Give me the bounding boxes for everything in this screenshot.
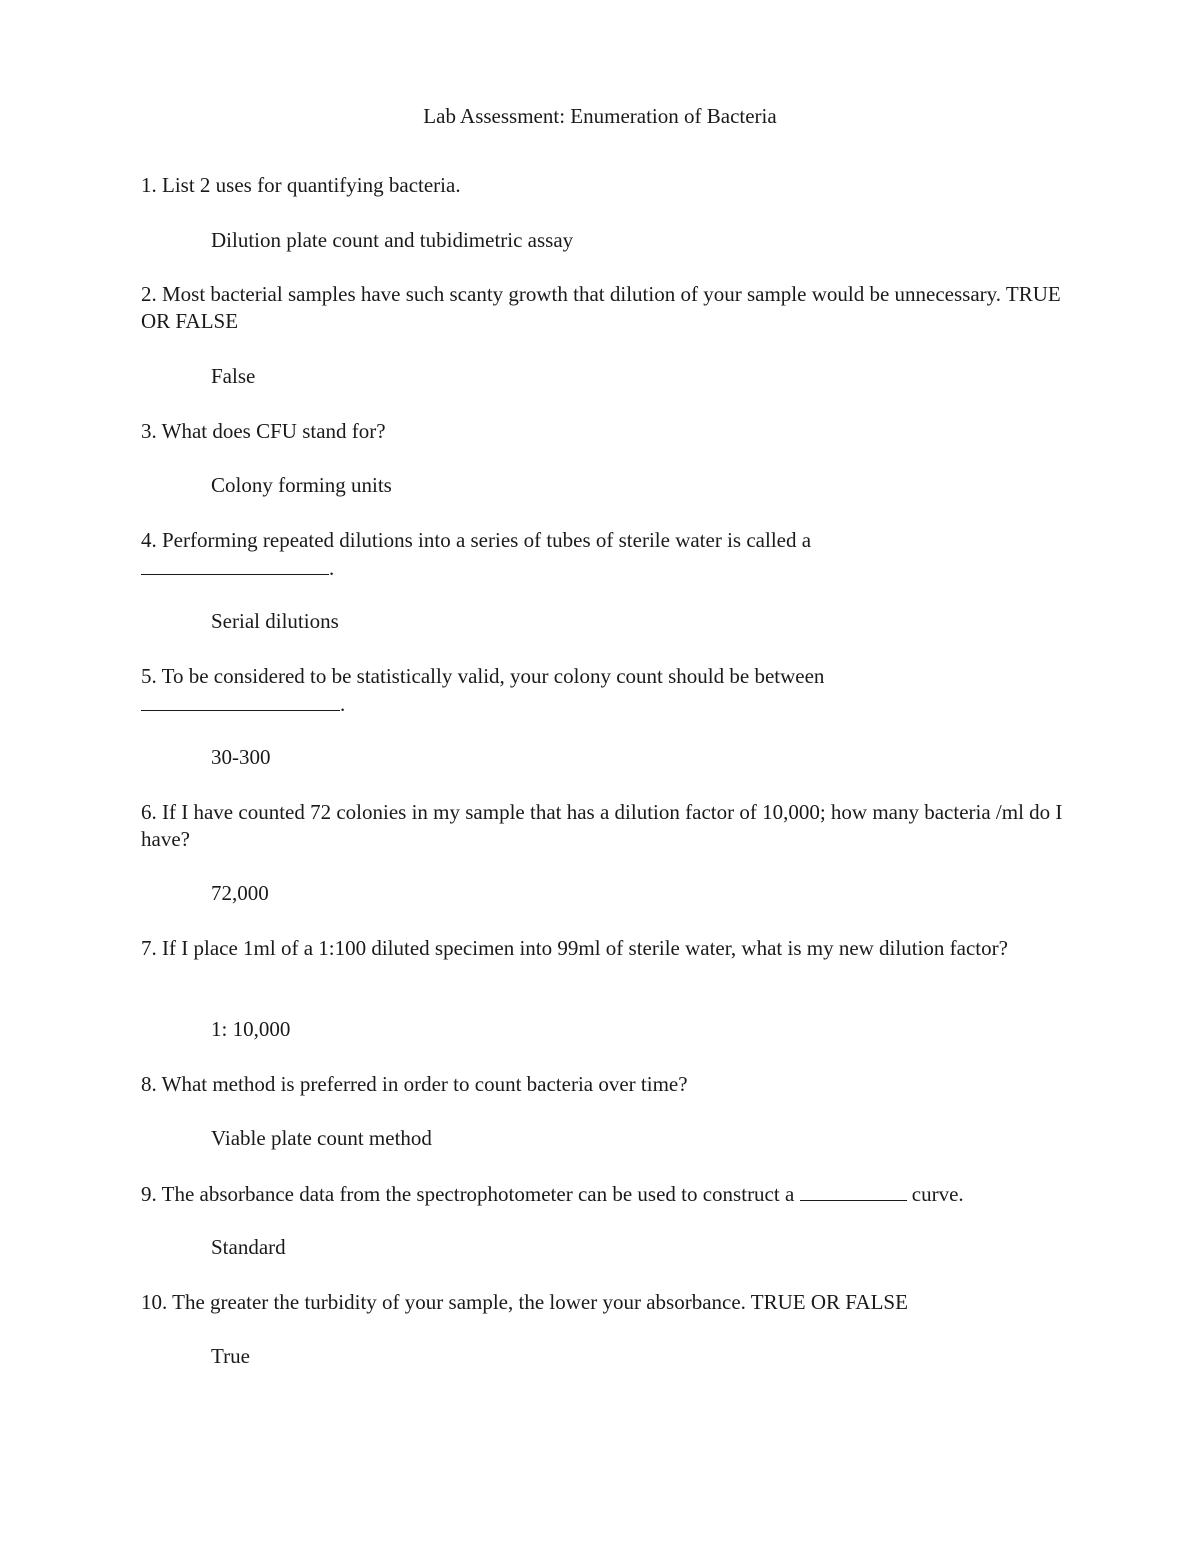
question-4 [141,527,1071,581]
fill-in-blank [141,554,329,575]
question-5-text: 5. To be considered to be statistically valid, your colony count should be between [141,664,825,688]
question-4-end: . [329,556,335,580]
question-4-text: 4. Performing repeated dilutions into a series of tubes of sterile water is called a [141,528,812,552]
question-4-blank-line [141,554,1071,581]
fill-in-blank [800,1180,907,1201]
question-9-end: curve. [911,1182,964,1206]
question-6: 6. If I have counted 72 colonies in my sample that has a dilution factor of 10,000; how many bacteria /ml do I have? [141,800,1063,851]
answer-3: Colony forming units [211,473,392,497]
question-5-blank-line [141,690,1071,717]
answer-5: 30-300 [211,745,271,769]
answer-6: 72,000 [211,881,269,905]
answer-4: Serial dilutions [211,609,339,633]
question-3: 3. What does CFU stand for? [141,419,386,443]
fill-in-blank [141,690,340,711]
answer-10: True [211,1344,250,1368]
answer-9: Standard [211,1235,286,1259]
question-5 [141,663,1071,717]
answer-8: Viable plate count method [211,1126,432,1150]
answer-7: 1: 10,000 [211,1017,291,1041]
question-9 [141,1180,1071,1208]
question-9-text: 9. The absorbance data from the spectrophotometer can be used to construct a [141,1182,795,1206]
question-2: 2. Most bacterial samples have such scanty growth that dilution of your sample would be unnecessary. TRUE OR FALSE [141,282,1061,333]
question-7: 7. If I place 1ml of a 1:100 diluted specimen into 99ml of sterile water, what is my new dilution factor? [141,936,1008,960]
question-10: 10. The greater the turbidity of your sample, the lower your absorbance. TRUE OR FALSE [141,1290,908,1314]
question-1: 1. List 2 uses for quantifying bacteria. [141,173,461,197]
question-5-end: . [340,692,346,716]
question-8: 8. What method is preferred in order to count bacteria over time? [141,1072,688,1096]
answer-1: Dilution plate count and tubidimetric assay [211,228,574,252]
document-title: Lab Assessment: Enumeration of Bacteria [423,104,777,128]
answer-2: False [211,364,256,388]
